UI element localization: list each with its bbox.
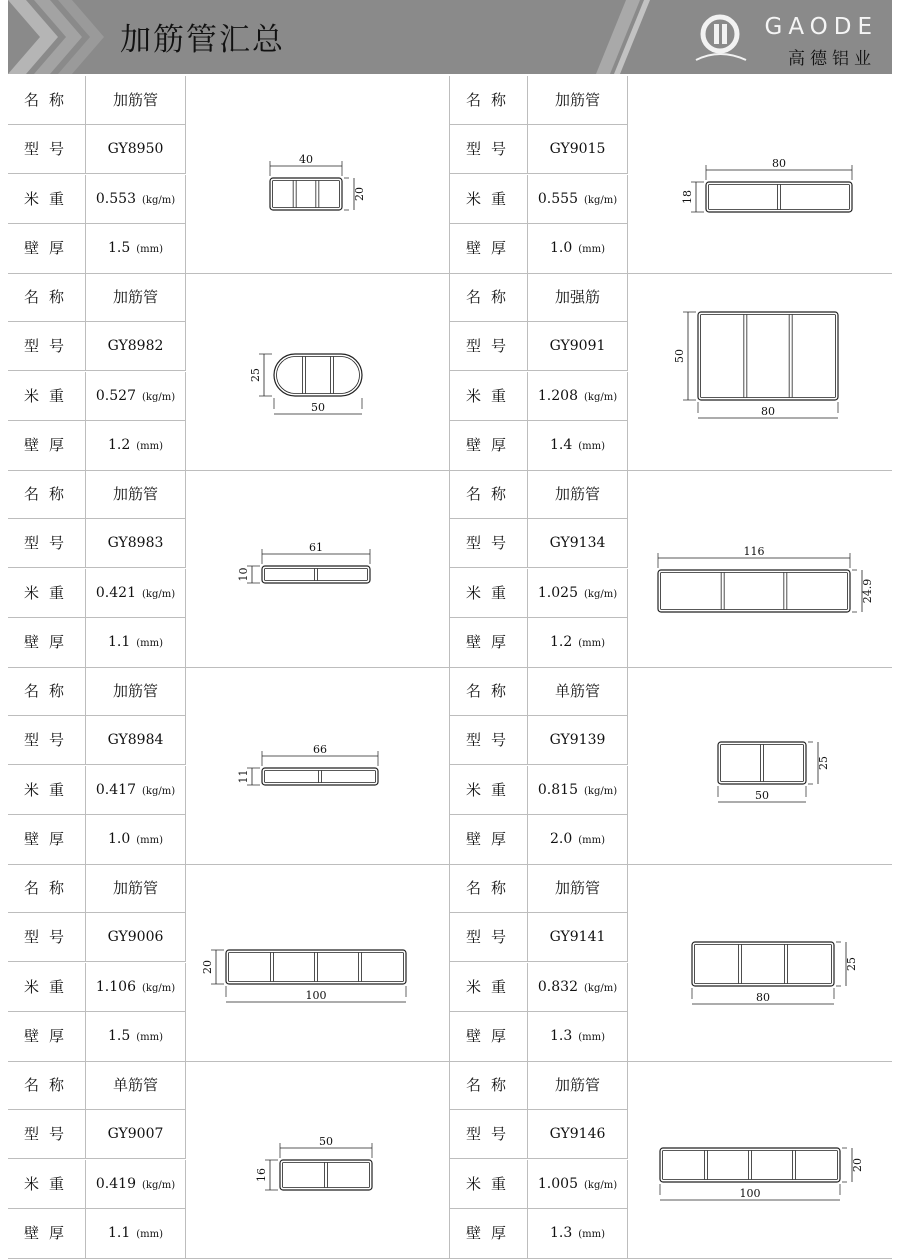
profile-drawing	[628, 273, 891, 470]
thickness-unit: (mm)	[578, 637, 606, 649]
product-card	[8, 667, 449, 864]
field-label-thickness: 壁厚	[8, 224, 86, 273]
page-title: 加筋管汇总	[120, 22, 285, 58]
field-label-model: 型号	[450, 125, 528, 174]
field-label-weight: 米重	[450, 372, 528, 421]
weight-value: 1.005	[537, 1175, 578, 1192]
dimension-width: 40	[299, 153, 313, 166]
product-weight	[528, 569, 628, 618]
product-model: GY9091	[528, 322, 628, 371]
dimension-height: 18	[681, 190, 694, 204]
dimension-width: 50	[755, 789, 769, 802]
product-name: 加筋管	[86, 470, 186, 519]
thickness-unit: (mm)	[136, 637, 164, 649]
thickness-value: 1.0	[107, 830, 131, 847]
product-weight	[86, 963, 186, 1012]
dimension-height: 25	[249, 368, 262, 382]
dimension-height: 20	[201, 960, 214, 974]
weight-value: 0.555	[537, 190, 578, 207]
profile-shape	[706, 182, 852, 212]
field-label-thickness: 壁厚	[8, 815, 86, 864]
product-weight	[86, 372, 186, 421]
dimension-height: 11	[237, 769, 250, 784]
dimension-width: 80	[756, 991, 770, 1004]
field-label-weight: 米重	[8, 372, 86, 421]
field-label-thickness: 壁厚	[450, 1209, 528, 1258]
weight-unit: (kg/m)	[141, 391, 176, 403]
dimension-height: 16	[255, 1168, 268, 1182]
product-card	[8, 1061, 449, 1258]
thickness-unit: (mm)	[136, 243, 164, 255]
thickness-unit: (mm)	[136, 1031, 164, 1043]
product-thickness	[86, 815, 186, 864]
field-label-model: 型号	[450, 322, 528, 371]
product-model: GY8982	[86, 322, 186, 371]
field-label-thickness: 壁厚	[450, 618, 528, 667]
profile-drawing	[186, 1061, 449, 1258]
profile-drawing	[186, 273, 449, 470]
product-name: 加强筋	[528, 273, 628, 322]
product-weight	[528, 372, 628, 421]
profile-shape	[280, 1160, 372, 1190]
thickness-value: 1.1	[107, 633, 131, 650]
product-row	[8, 273, 892, 471]
field-label-thickness: 壁厚	[450, 1012, 528, 1061]
field-label-thickness: 壁厚	[8, 1209, 86, 1258]
profile-drawing	[628, 667, 891, 864]
thickness-unit: (mm)	[136, 1228, 164, 1240]
product-name: 加筋管	[86, 667, 186, 716]
product-model: GY9139	[528, 716, 628, 765]
product-card	[450, 864, 891, 1061]
field-label-name: 名称	[8, 470, 86, 519]
product-thickness	[86, 421, 186, 470]
weight-unit: (kg/m)	[583, 194, 618, 206]
weight-value: 0.527	[95, 387, 136, 404]
field-label-thickness: 壁厚	[450, 224, 528, 273]
profile-shape	[660, 1148, 840, 1182]
dimension-height: 10	[237, 567, 250, 582]
profile-shape	[718, 742, 806, 784]
dimension-height: 20	[851, 1158, 864, 1172]
weight-value: 0.421	[95, 584, 136, 601]
product-thickness	[528, 1209, 628, 1258]
field-label-model: 型号	[8, 913, 86, 962]
weight-value: 0.832	[537, 978, 578, 995]
field-label-name: 名称	[450, 273, 528, 322]
profile-drawing	[628, 470, 891, 667]
dimension-width: 100	[305, 989, 327, 1002]
product-row	[8, 667, 892, 865]
field-label-name: 名称	[8, 1061, 86, 1110]
weight-unit: (kg/m)	[583, 1179, 618, 1191]
product-card	[8, 273, 449, 470]
weight-unit: (kg/m)	[141, 588, 176, 600]
weight-value: 0.417	[95, 781, 136, 798]
product-card	[450, 667, 891, 864]
product-row	[8, 470, 892, 668]
thickness-value: 1.2	[549, 633, 573, 650]
product-row	[8, 1061, 892, 1259]
dimension-width: 50	[319, 1135, 333, 1148]
profile-shape	[262, 566, 370, 583]
product-model: GY9015	[528, 125, 628, 174]
thickness-value: 1.3	[549, 1224, 573, 1241]
field-label-name: 名称	[450, 864, 528, 913]
field-label-model: 型号	[8, 716, 86, 765]
product-row	[8, 76, 892, 274]
profile-shape	[658, 570, 850, 612]
thickness-unit: (mm)	[136, 834, 164, 846]
weight-value: 1.106	[95, 978, 136, 995]
thickness-value: 1.4	[549, 436, 573, 453]
product-weight	[86, 569, 186, 618]
field-label-weight: 米重	[450, 1160, 528, 1209]
product-model: GY9146	[528, 1110, 628, 1159]
thickness-unit: (mm)	[578, 1228, 606, 1240]
product-name: 加筋管	[528, 76, 628, 125]
field-label-weight: 米重	[450, 175, 528, 224]
product-model: GY9007	[86, 1110, 186, 1159]
weight-unit: (kg/m)	[141, 982, 176, 994]
product-thickness	[528, 618, 628, 667]
brand-logo	[688, 8, 878, 69]
weight-unit: (kg/m)	[141, 194, 176, 206]
dimension-height: 50	[673, 349, 686, 363]
product-name: 加筋管	[86, 273, 186, 322]
product-model: GY8950	[86, 125, 186, 174]
product-weight	[528, 1160, 628, 1209]
field-label-name: 名称	[8, 273, 86, 322]
weight-value: 0.553	[95, 190, 136, 207]
dimension-width: 50	[311, 401, 325, 414]
field-label-model: 型号	[8, 1110, 86, 1159]
dimension-height: 20	[353, 187, 366, 201]
thickness-unit: (mm)	[578, 1031, 606, 1043]
dimension-height: 24.9	[861, 578, 874, 604]
field-label-model: 型号	[450, 1110, 528, 1159]
field-label-name: 名称	[450, 667, 528, 716]
chevron-decoration-icon	[8, 0, 118, 74]
profile-drawing	[186, 76, 449, 273]
product-model: GY9006	[86, 913, 186, 962]
thickness-value: 1.5	[107, 239, 131, 256]
product-thickness	[86, 1209, 186, 1258]
thickness-value: 1.0	[549, 239, 573, 256]
product-name: 加筋管	[528, 1061, 628, 1110]
field-label-model: 型号	[450, 716, 528, 765]
field-label-thickness: 壁厚	[8, 1012, 86, 1061]
field-label-thickness: 壁厚	[450, 815, 528, 864]
product-weight	[86, 766, 186, 815]
stripe-decoration-icon	[578, 0, 658, 74]
field-label-name: 名称	[450, 470, 528, 519]
thickness-value: 1.2	[107, 436, 131, 453]
product-name: 加筋管	[528, 470, 628, 519]
profile-drawing	[628, 864, 891, 1061]
weight-unit: (kg/m)	[583, 982, 618, 994]
product-name: 加筋管	[86, 76, 186, 125]
weight-value: 0.815	[537, 781, 578, 798]
dimension-width: 80	[772, 157, 786, 170]
product-card	[450, 470, 891, 667]
thickness-unit: (mm)	[578, 440, 606, 452]
product-thickness	[86, 618, 186, 667]
product-thickness	[528, 1012, 628, 1061]
weight-unit: (kg/m)	[583, 391, 618, 403]
weight-value: 1.025	[537, 584, 578, 601]
dimension-width: 66	[313, 743, 327, 756]
dimension-width: 100	[739, 1187, 761, 1200]
thickness-value: 1.1	[107, 1224, 131, 1241]
dimension-width: 116	[743, 545, 765, 558]
profile-drawing	[186, 470, 449, 667]
field-label-weight: 米重	[450, 569, 528, 618]
field-label-name: 名称	[8, 667, 86, 716]
profile-drawing	[628, 76, 891, 273]
product-name: 加筋管	[528, 864, 628, 913]
weight-unit: (kg/m)	[583, 588, 618, 600]
field-label-weight: 米重	[450, 766, 528, 815]
field-label-weight: 米重	[8, 963, 86, 1012]
product-grid	[8, 76, 892, 1260]
dimension-height: 25	[845, 957, 858, 971]
profile-shape	[274, 354, 362, 396]
product-weight	[86, 1160, 186, 1209]
field-label-thickness: 壁厚	[8, 421, 86, 470]
product-name: 单筋管	[528, 667, 628, 716]
product-card	[450, 273, 891, 470]
brand-name-en: GAODE	[764, 14, 878, 40]
field-label-weight: 米重	[8, 766, 86, 815]
product-model: GY9134	[528, 519, 628, 568]
field-label-thickness: 壁厚	[450, 421, 528, 470]
thickness-unit: (mm)	[578, 834, 606, 846]
weight-unit: (kg/m)	[583, 785, 618, 797]
product-thickness	[528, 421, 628, 470]
field-label-name: 名称	[450, 1061, 528, 1110]
weight-value: 0.419	[95, 1175, 136, 1192]
profile-shape	[698, 312, 838, 400]
product-card	[8, 76, 449, 273]
field-label-weight: 米重	[8, 175, 86, 224]
field-label-model: 型号	[8, 125, 86, 174]
product-card	[450, 1061, 891, 1258]
product-row	[8, 864, 892, 1062]
field-label-name: 名称	[8, 76, 86, 125]
product-model: GY8983	[86, 519, 186, 568]
product-thickness	[86, 1012, 186, 1061]
gaode-logo-icon	[694, 12, 750, 64]
product-model: GY9141	[528, 913, 628, 962]
product-name: 单筋管	[86, 1061, 186, 1110]
field-label-weight: 米重	[8, 569, 86, 618]
weight-unit: (kg/m)	[141, 1179, 176, 1191]
page-header	[8, 0, 892, 74]
profile-shape	[226, 950, 406, 984]
dimension-height: 25	[817, 756, 830, 770]
field-label-weight: 米重	[8, 1160, 86, 1209]
field-label-weight: 米重	[450, 963, 528, 1012]
profile-drawing	[628, 1061, 891, 1258]
dimension-width: 61	[309, 541, 323, 554]
field-label-model: 型号	[8, 322, 86, 371]
product-weight	[86, 175, 186, 224]
thickness-value: 1.5	[107, 1027, 131, 1044]
profile-shape	[262, 768, 378, 785]
weight-unit: (kg/m)	[141, 785, 176, 797]
thickness-unit: (mm)	[136, 440, 164, 452]
field-label-thickness: 壁厚	[8, 618, 86, 667]
field-label-name: 名称	[450, 76, 528, 125]
product-model: GY8984	[86, 716, 186, 765]
product-thickness	[528, 224, 628, 273]
product-name: 加筋管	[86, 864, 186, 913]
product-thickness	[86, 224, 186, 273]
product-thickness	[528, 815, 628, 864]
product-weight	[528, 963, 628, 1012]
brand-name-cn: 高德铝业	[788, 49, 876, 69]
field-label-model: 型号	[8, 519, 86, 568]
profile-shape	[270, 178, 342, 210]
weight-value: 1.208	[537, 387, 578, 404]
thickness-value: 2.0	[549, 830, 573, 847]
product-weight	[528, 766, 628, 815]
profile-drawing	[186, 667, 449, 864]
field-label-name: 名称	[8, 864, 86, 913]
profile-drawing	[186, 864, 449, 1061]
product-card	[450, 76, 891, 273]
profile-shape	[692, 942, 834, 986]
product-card	[8, 864, 449, 1061]
field-label-model: 型号	[450, 913, 528, 962]
product-weight	[528, 175, 628, 224]
thickness-unit: (mm)	[578, 243, 606, 255]
field-label-model: 型号	[450, 519, 528, 568]
dimension-width: 80	[761, 405, 775, 418]
product-card	[8, 470, 449, 667]
thickness-value: 1.3	[549, 1027, 573, 1044]
